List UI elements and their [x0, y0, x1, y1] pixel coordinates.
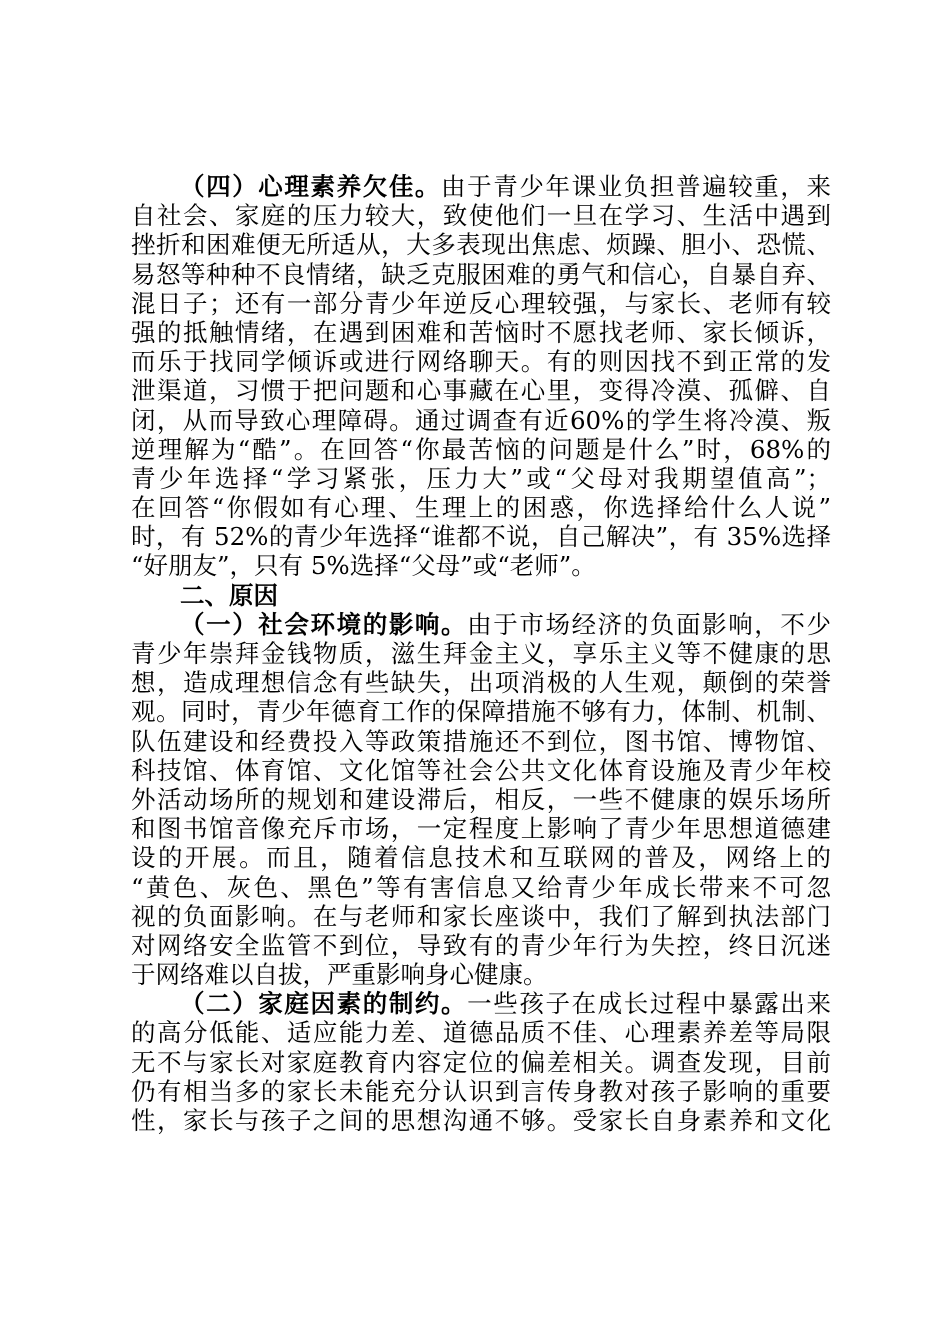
text-line: 挫折和困难便无所适从，大多表现出焦虑、烦躁、胆小、恐慌、	[131, 230, 831, 260]
text-line: 对网络安全监管不到位，导致有的青少年行为失控，终日沉迷	[131, 930, 831, 960]
text-line: 混日子；还有一部分青少年逆反心理较强，与家长、老师有较	[131, 288, 831, 318]
text-line: 青少年崇拜金钱物质，滋生拜金主义，享乐主义等不健康的思	[131, 639, 831, 668]
text-line: “黄色、灰色、黑色”等有害信息又给青少年成长带来不可忽	[131, 872, 831, 902]
paragraph-psychology	[131, 172, 831, 581]
paragraph-family-factors	[131, 989, 831, 1135]
text-line: 一些孩子在成长过程中暴露出来	[467, 989, 831, 1019]
text-line: 性，家长与孩子之间的思想沟通不够。受家长自身素养和文化	[131, 1106, 831, 1135]
paragraph-lead: （一）社会环境的影响。	[180, 609, 468, 639]
text-line: “好朋友”，只有 5%选择“父母”或“老师”。	[131, 551, 596, 581]
text-line: 想，造成理想信念有些缺失，出项消极的人生观，颠倒的荣誉	[131, 668, 831, 698]
text-line: 泄渠道，习惯于把问题和心事藏在心里，变得冷漠、孤僻、自	[131, 376, 831, 406]
text-line: 的高分低能、适应能力差、道德品质不佳、心理素养差等局限	[131, 1018, 831, 1048]
text-line: 观。同时，青少年德育工作的保障措施不够有力，体制、机制、	[131, 697, 831, 727]
text-line: 易怒等种种不良情绪，缺乏克服困难的勇气和信心，自暴自弃、	[131, 259, 831, 289]
paragraph-first-line	[131, 172, 831, 201]
text-line: 队伍建设和经费投入等政策措施还不到位，图书馆、博物馆、	[131, 726, 831, 756]
text-line: 青少年选择“学习紧张，压力大”或“父母对我期望值高”；	[131, 463, 831, 493]
text-line: 由于青少年课业负担普遍较重，来	[441, 172, 831, 201]
text-line: 仍有相当多的家长未能充分认识到言传身教对孩子影响的重要	[131, 1076, 831, 1106]
text-line: 科技馆、体育馆、文化馆等社会公共文化体育设施及青少年校	[131, 755, 831, 785]
text-line: 时，有 52%的青少年选择“谁都不说，自己解决”，有 35%选择	[131, 522, 831, 552]
paragraph-social-environment	[131, 610, 831, 989]
text-line: 闭，从而导致心理障碍。通过调查有近60%的学生将冷漠、叛	[131, 405, 831, 435]
text-line: 逆理解为“酷”。在回答“你最苦恼的问题是什么”时，68%的	[131, 434, 831, 464]
paragraph-lead: （四）心理素养欠佳。	[180, 172, 442, 201]
text-line: 设的开展。而且，随着信息技术和互联网的普及，网络上的	[131, 843, 831, 873]
paragraph-lead: （二）家庭因素的制约。	[180, 989, 468, 1019]
text-line: 自社会、家庭的压力较大，致使他们一旦在学习、生活中遇到	[131, 201, 831, 231]
text-line: 在回答“你假如有心理、生理上的困惑，你选择给什么人说”	[131, 493, 831, 523]
text-line: 而乐于找同学倾诉或进行网络聊天。有的则因找不到正常的发	[131, 347, 831, 377]
paragraph-first-line	[131, 610, 831, 639]
text-line: 和图书馆音像充斥市场，一定程度上影响了青少年思想道德建	[131, 814, 831, 844]
text-line: 无不与家长对家庭教育内容定位的偏差相关。调查发现，目前	[131, 1047, 831, 1077]
document-body	[131, 172, 831, 1135]
text-line: 由于市场经济的负面影响，不少	[467, 609, 831, 639]
section-heading: 二、原因	[180, 580, 278, 610]
paragraph-first-line	[131, 989, 831, 1018]
text-line: 于网络难以自拔，严重影响身心健康。	[131, 960, 548, 990]
text-line: 强的抵触情绪，在遇到困难和苦恼时不愿找老师、家长倾诉，	[131, 317, 831, 347]
text-line: 视的负面影响。在与老师和家长座谈中，我们了解到执法部门	[131, 901, 831, 931]
text-line: 外活动场所的规划和建设滞后，相反，一些不健康的娱乐场所	[131, 784, 831, 814]
